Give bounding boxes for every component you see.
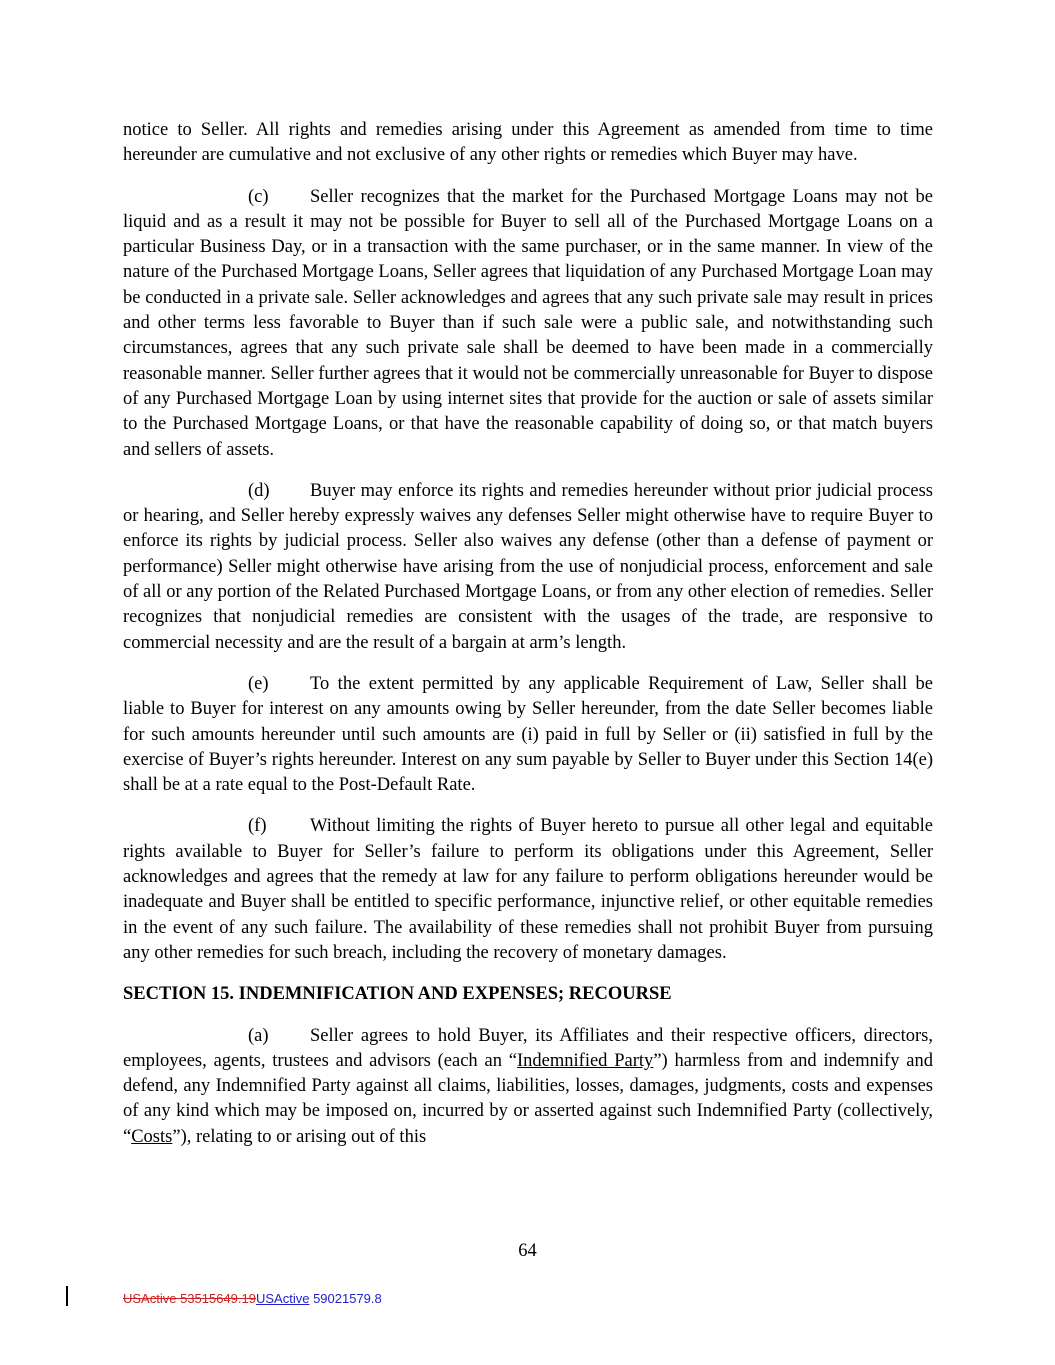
paragraph bbox=[123, 118, 933, 169]
paragraph-label: (e) bbox=[248, 673, 269, 694]
paragraph bbox=[123, 672, 933, 798]
text-segment: ”) harmless from and indemnify and defend, any Indemnified Party against all claims, liabilities, losses, damages, judgments, costs and expenses of any kind which may be imposed on, incurred by or asserted against such Indemnified Party (collectively, “ bbox=[123, 1050, 933, 1147]
paragraph-label: (c) bbox=[248, 186, 269, 207]
text-segment: Seller agrees to hold Buyer, its Affiliates and their respective officers, directors, employees, agents, trustees and advisors (each an “ bbox=[123, 1025, 933, 1071]
paragraph bbox=[123, 479, 933, 656]
underlined-term: Costs bbox=[131, 1126, 173, 1147]
footer-deleted-docid: USActive 53515649.19 bbox=[123, 1291, 256, 1306]
footer-inserted-number: 59021579.8 bbox=[309, 1291, 382, 1306]
text-segment: Without limiting the rights of Buyer hereto to pursue all other legal and equitable rights available to Buyer for Seller’s failure to perform its obligations under this Agreement, Seller acknowledges and agrees that the remedy at law for any failure to perform obligations hereunder would be inadequate and Buyer shall be entitled to specific performance, injunctive relief, or other equitable remedies in the event of any such failure. The availability of these remedies shall not prohibit Buyer from pursuing any other remedies for such breach, including the recovery of monetary damages. bbox=[123, 816, 933, 963]
document-blocks bbox=[123, 118, 933, 1150]
paragraph bbox=[123, 814, 933, 966]
page-number: 64 bbox=[518, 1241, 537, 1261]
text-segment: notice to Seller. All rights and remedies arising under this Agreement as amended from time to time hereunder are cumulative and not exclusive of any other rights or remedies which Buyer may have. bbox=[123, 120, 933, 166]
text-segment: To the extent permitted by any applicable Requirement of Law, Seller shall be liable to Buyer for interest on any amounts owing by Seller hereunder, from the date Seller becomes liable for such amounts hereunder until such amounts are (i) paid in full by Seller or (ii) satisfied in full by the exercise of Buyer’s rights hereunder. Interest on any sum payable by Seller to Buyer under this Section 14(e) shall be at a rate equal to the Post-Default Rate. bbox=[123, 673, 933, 796]
underlined-term: Indemnified Party bbox=[517, 1050, 654, 1071]
paragraph-label: (d) bbox=[248, 480, 270, 501]
paragraph bbox=[123, 185, 933, 463]
text-segment: Seller recognizes that the market for the Purchased Mortgage Loans may not be liquid and as a result it may not be possible for Buyer to sell all of the Purchased Mortgage Loans on a particular Business Day, or in a transaction with the same purchaser, or in the same manner. In view of the nature of the Purchased Mortgage Loans, Seller agrees that liquidation of any Purchased Mortgage Loan may be conducted in a private sale. Seller acknowledges and agrees that any such private sale may result in prices and other terms less favorable to Buyer than if such sale were a public sale, and notwithstanding such circumstances, agrees that any such private sale shall be deemed to have been made in a commercially reasonable manner. Seller further agrees that it would not be commercially unreasonable for Buyer to dispose of any Purchased Mortgage Loan by using internet sites that provide for the auction or sale of assets similar to the Purchased Mortgage Loans, or that have the reasonable capability of doing so, or that match buyers and sellers of assets. bbox=[123, 186, 933, 460]
change-bar bbox=[66, 1286, 68, 1306]
text-segment: Buyer may enforce its rights and remedies hereunder without prior judicial process or hearing, and Seller hereby expressly waives any defenses Seller might otherwise have to require Buyer to enforce its rights by judicial process. Seller also waives any defense (other than a defense of payment or performance) Seller might otherwise have arising from the use of nonjudicial process, enforcement and sale of all or any portion of the Related Purchased Mortgage Loans, or from any other election of remedies. Seller recognizes that nonjudicial remedies are consistent with the usages of the trade, are responsive to commercial necessity and are the result of a bargain at arm’s length. bbox=[123, 480, 933, 653]
paragraph-label: (f) bbox=[248, 816, 267, 837]
text-segment: ”), relating to or arising out of this bbox=[172, 1126, 427, 1147]
paragraph bbox=[123, 1024, 933, 1150]
section-heading: SECTION 15. INDEMNIFICATION AND EXPENSES; RECOURSE bbox=[123, 984, 672, 1005]
paragraph-label: (a) bbox=[248, 1025, 269, 1046]
footer-inserted-word: USActive bbox=[255, 1291, 310, 1306]
document-footer bbox=[123, 1291, 382, 1306]
